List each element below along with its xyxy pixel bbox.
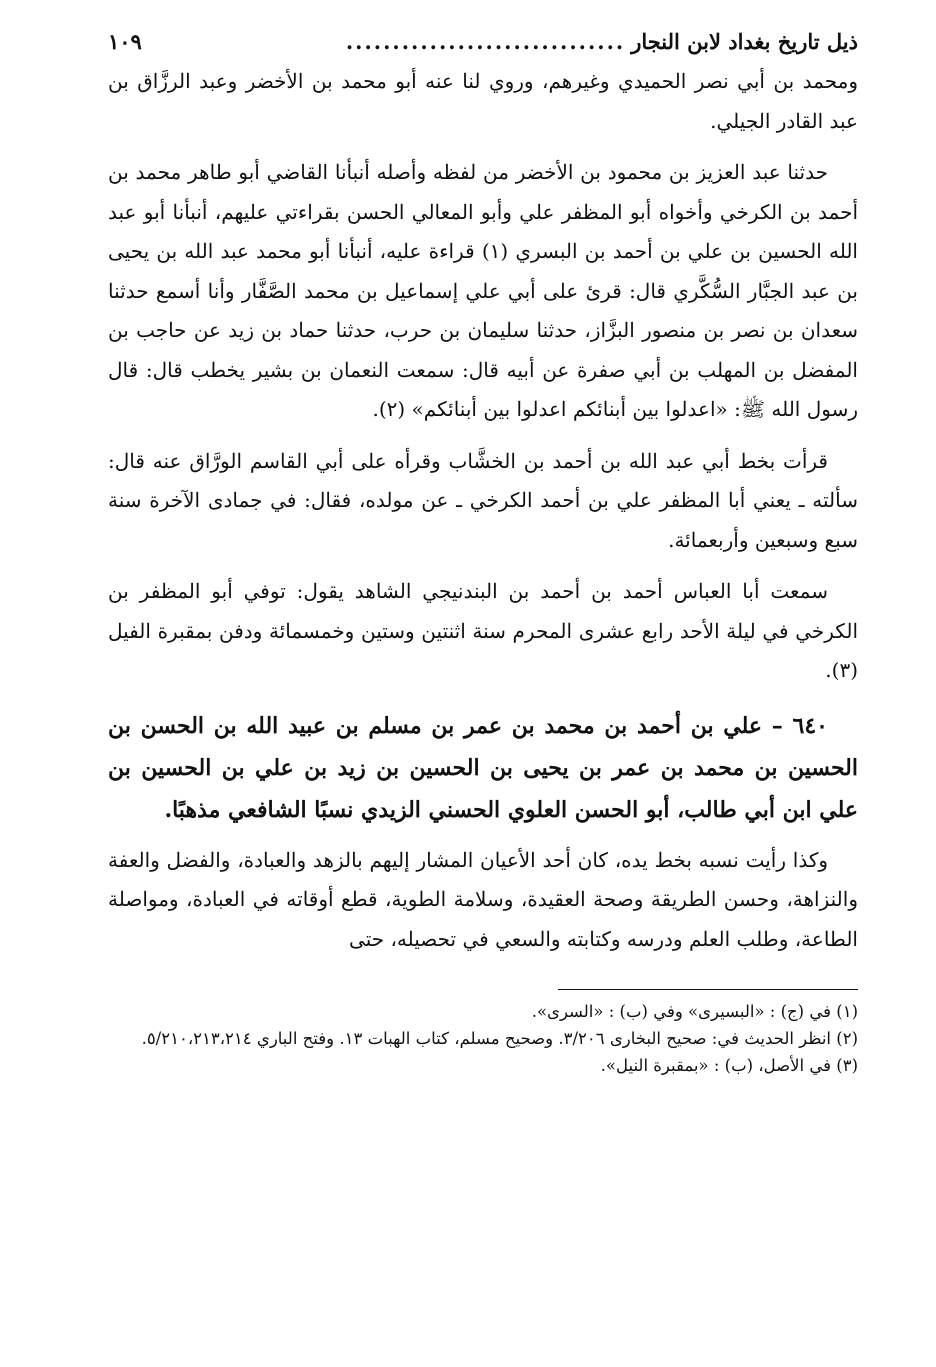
paragraph-4: سمعت أبا العباس أحمد بن أحمد بن البندنيجي الشاهد يقول: توفي أبو المظفر بن الكرخي في ليلة الأحد رابع عشرى المحرم سنة اثنتين وستين وخمسمائة ودفن بمقبرة الفيل (٣). <box>108 579 858 682</box>
header-leader-dots: .............................. <box>345 29 626 54</box>
book-page <box>108 22 858 1079</box>
footnote-1: (١) في (ج) : «البسيرى» وفي (ب) : «السرى». <box>531 1002 858 1021</box>
footnote-2: (٢) انظر الحديث في: صحيح البخارى ٣/٢٠٦. وصحيح مسلم، كتاب الهبات ١٣. وفتح الباري ٥/٢١٠،٢١٣،٢١٤. <box>141 1029 858 1048</box>
biography-paragraph: وكذا رأيت نسبه بخط يده، كان أحد الأعيان المشار إليهم بالزهد والعبادة، والفضل والعفة والنزاهة، وحسن الطريقة وصحة العقيدة، وسلامة الطوية، قطع أوقاته في العبادة، ومواصلة الطاعة، وطلب العلم ودرسه وكتابته والسعي في تحصيله، حتى <box>108 847 858 951</box>
footnotes <box>108 998 858 1079</box>
running-header <box>108 22 858 62</box>
book-title: ذيل تاريخ بغداد لابن النجار <box>631 29 858 54</box>
footnote-3: (٣) في الأصل، (ب) : «بمقبرة النيل». <box>600 1056 858 1075</box>
footnote-divider <box>558 989 858 990</box>
page-number: ١٠٩ <box>108 29 142 54</box>
paragraph-2: حدثنا عبد العزيز بن محمود بن الأخضر من لفظه وأصله أنبأنا القاضي أبو طاهر محمد بن أحمد بن الكرخي وأخواه أبو المظفر علي وأبو المعالي الحسن بقراءتي عليهم، أنبأنا أبو عبد الله الحسين بن علي بن أحمد بن البسري (١) قراءة عليه، أنبأنا أبو محمد عبد الله بن يحيى بن عبد الجبَّار السُّكَّري قال: قرئ على أبي علي إسماعيل بن محمد الصَّفَّار وأنا أسمع حدثنا سعدان بن نصر بن منصور البزَّاز، حدثنا سليمان بن حرب، حدثنا حماد بن زيد عن حاجب بن المفضل بن المهلب بن أبي صفرة عن أبيه قال: سمعت النعمان بن بشير يخطب قال: قال رسول الله ﷺ: «اعدلوا بين أبنائكم اعدلوا بين أبنائكم» (٢). <box>108 160 859 421</box>
paragraph-3: قرأت بخط أبي عبد الله بن أحمد بن الخشَّاب وقرأه على أبي القاسم الورَّاق عنه قال: سألته ـ يعني أبا المظفر علي بن أحمد الكرخي ـ عن مولده، فقال: في جمادى الآخرة سنة سبع وسبعين وأربعمائة. <box>108 448 858 552</box>
biography-entry-heading: ٦٤٠ – علي بن أحمد بن محمد بن عمر بن مسلم بن عبيد الله بن الحسن بن الحسين بن محمد بن عمر بن يحيى بن الحسين بن زيد بن علي بن الحسين بن علي ابن أبي طالب، أبو الحسن العلوي الحسني الزيدي نسبًا الشافعي مذهبًا. <box>108 712 858 823</box>
paragraph-1: ومحمد بن أبي نصر الحميدي وغيرهم، وروي لنا عنه أبو محمد بن الأخضر وعبد الرزَّاق بن عبد القادر الجيلي. <box>108 69 858 133</box>
